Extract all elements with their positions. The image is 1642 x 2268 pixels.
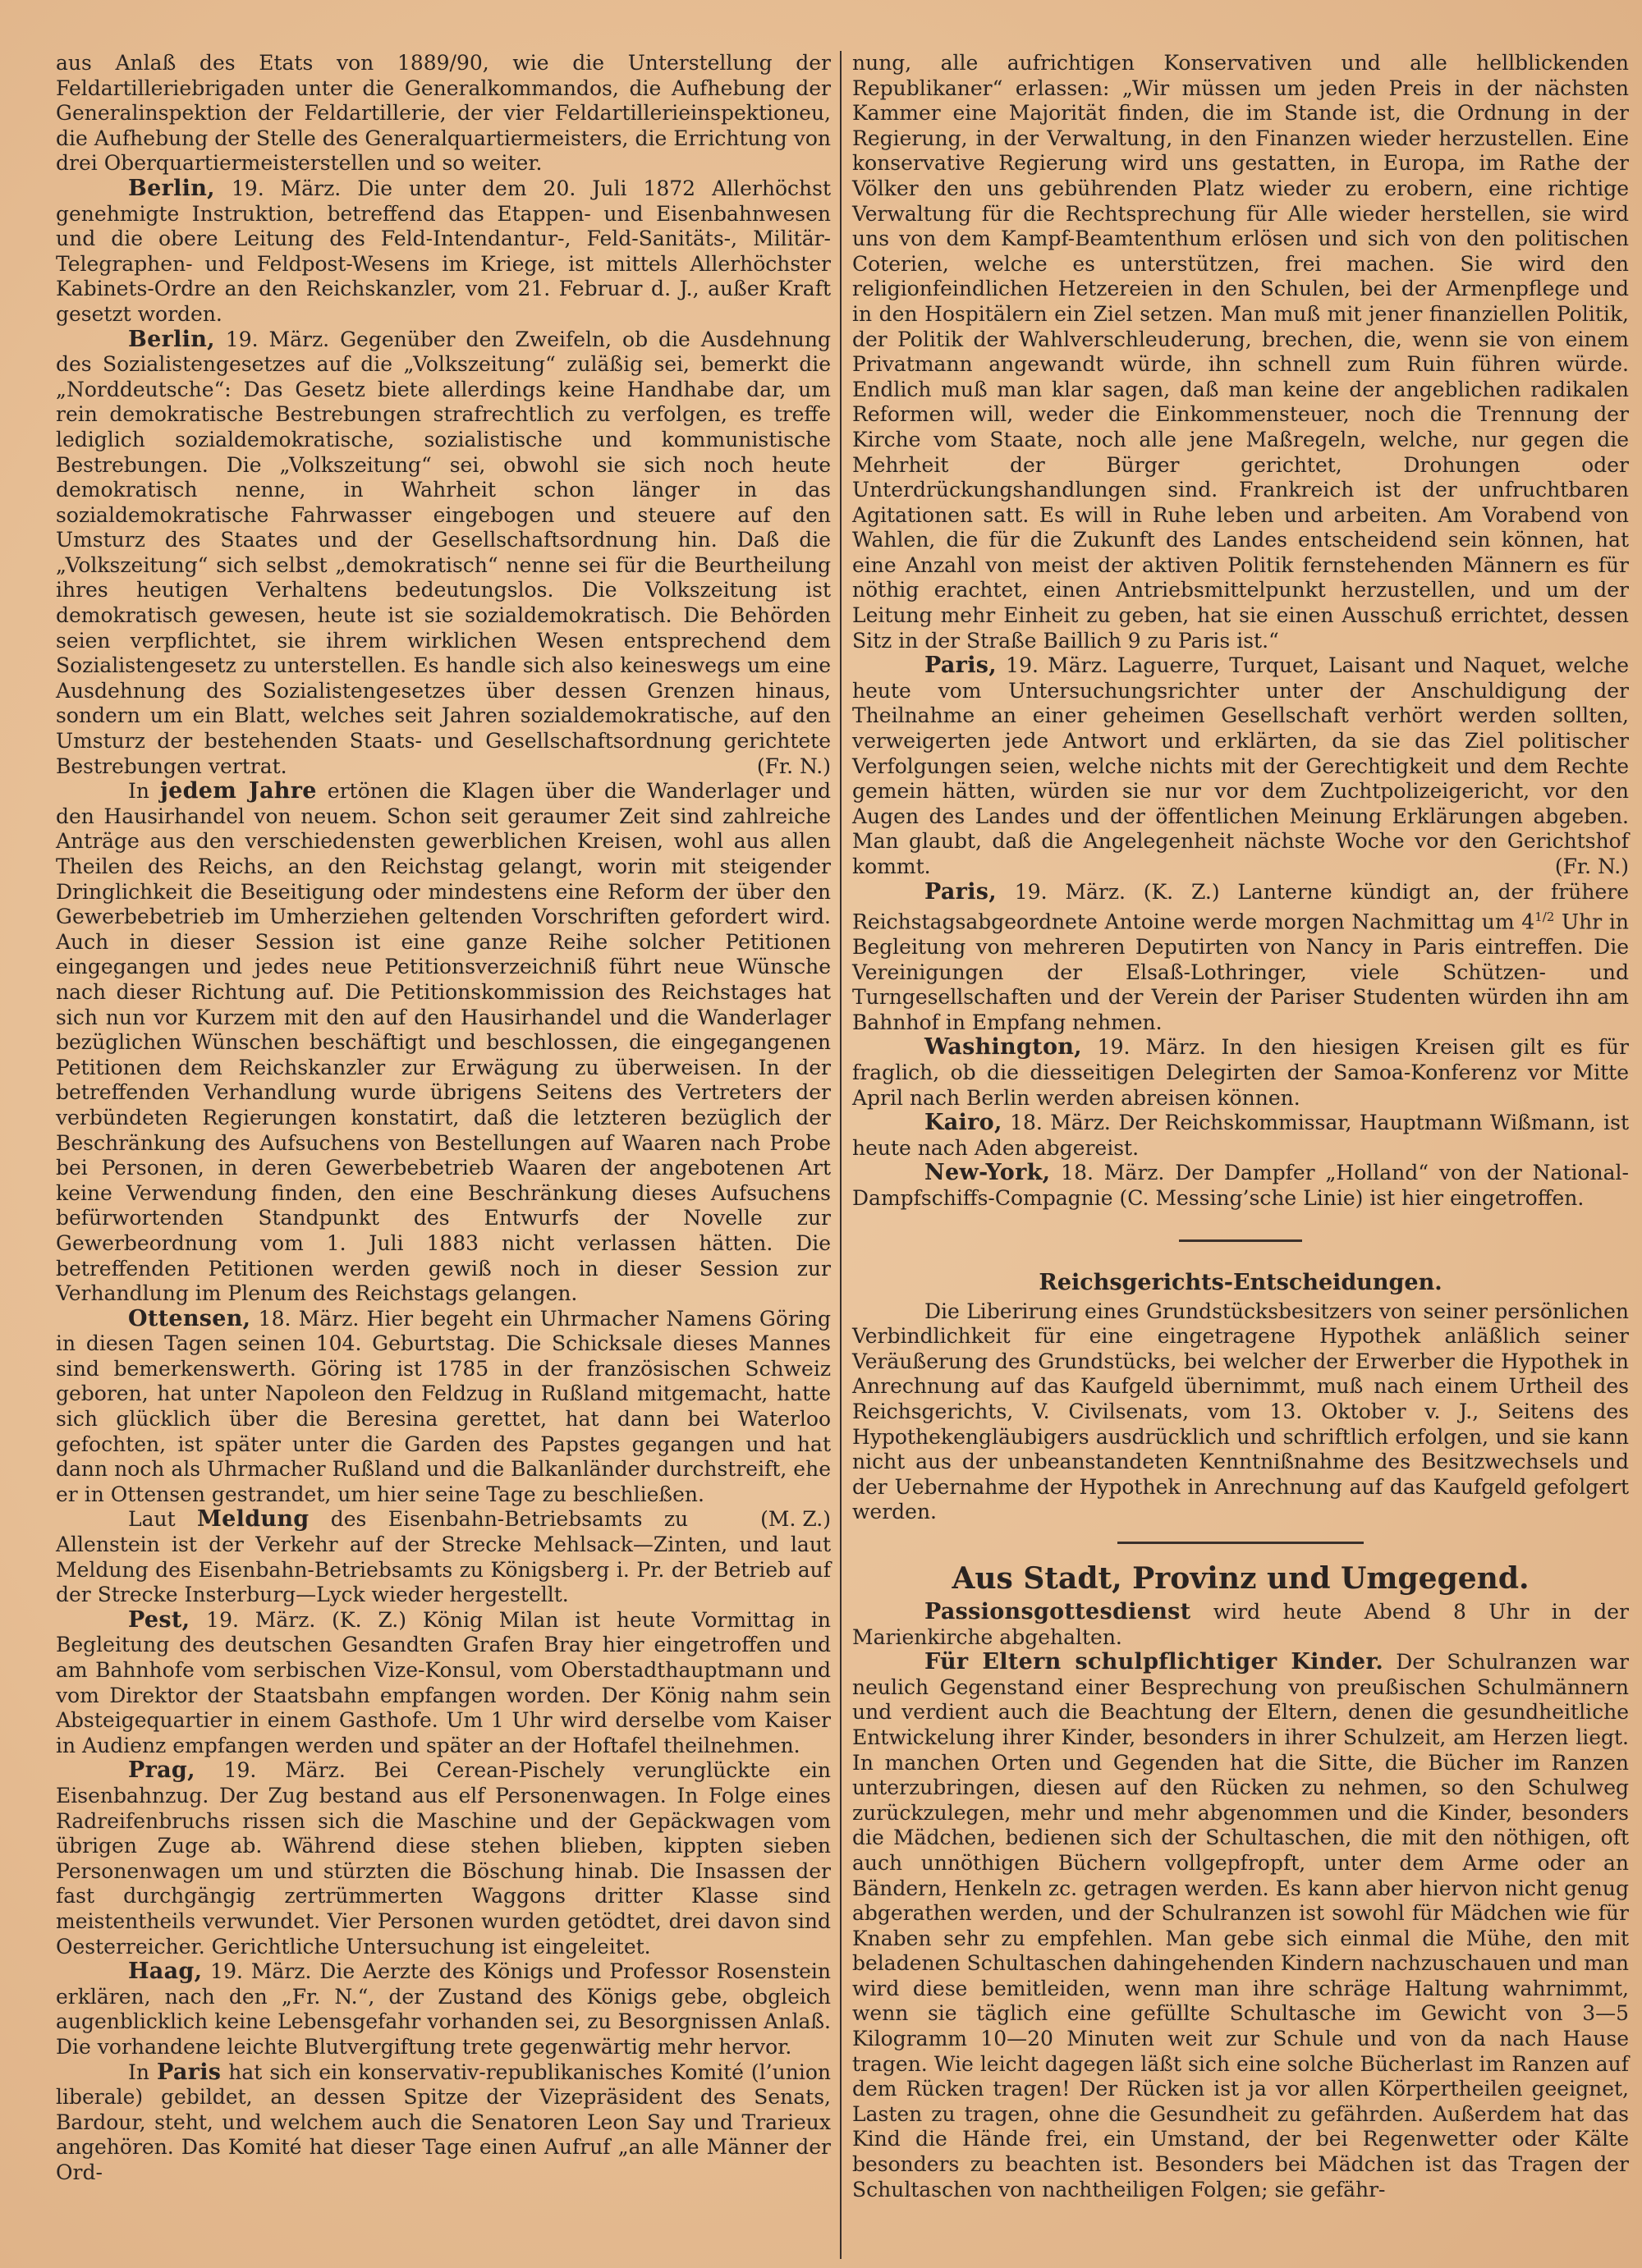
source-attribution: (Fr. N.) — [756, 754, 831, 778]
article-kairo — [852, 1111, 1629, 1161]
article-berlin-2 — [56, 328, 831, 780]
article-jedem-jahre — [56, 779, 831, 1306]
fraction-superscript: 1/2 — [1534, 909, 1555, 925]
article-text: 19. März. Die Aerzte des Königs und Professor Rosenstein erklären, nach den „Fr. N.“, der Zustand des Königs gebe, obgleich augenblicklich keine Lebensgefahr vorhanden sei, zu Besorgnissen Anlaß. Die vorhandene leichte Blutvergiftung trete gegenwärtig mehr hervor. — [56, 1959, 831, 2059]
column-divider — [840, 51, 842, 2259]
dateline: Passionsgottesdienst — [924, 1598, 1191, 1624]
article-reichsgericht: Die Liberirung eines Grundstücksbesitzers von seiner persönlichen Verbindlichkeit für eine eingetragene Hypothek anläßlich seiner Veräußerung des Grundstücks, bei welcher der Erwerber die Hypothek in Anrechnung auf das Kaufgeld übernimmt, muß nach einem Urtheil des Reichsgerichts, V. Civilsenats, vom 13. Oktober v. J., Seitens des Hypothekengläubigers ausdrücklich und schriftlich erfolgen, und sie kann nicht aus der unbeanstandeten Kenntnißnahme des Besitzwechsels und der Uebernahme der Hypothek in Anrechnung auf das Kaufgeld gefolgert werden. — [852, 1299, 1629, 1524]
article-text: 19. März. Bei Cerean-Pischely verunglückte ein Eisenbahnzug. Der Zug bestand aus elf Personenwagen. In Folge eines Radreifenbruchs rissen sich die Maschine und der Gepäckwagen vom übrigen Zuge ab. Während diese stehen blieben, kippten sieben Personenwagen um und stürzten die Böschung hinab. Die Insassen der fast durchgängig zertrümmerten Waggons dritter Klasse sind meistentheils verwundet. Vier Personen wurden getödtet, drei davon sind Oesterreicher. Gerichtliche Untersuchung ist eingeleitet. — [56, 1758, 831, 1959]
article-washington — [852, 1035, 1629, 1111]
section-heading-reichsgericht: Reichsgerichts-Entscheidungen. — [1039, 1269, 1442, 1295]
article-pest — [56, 1608, 831, 1759]
source-attribution: (Fr. N.) — [1554, 855, 1629, 878]
article-haag — [56, 1959, 831, 2060]
article-text: 18. März. Der Dampfer „Holland“ von der National-Dampfschiffs-Compagnie (C. Messing’sche Linie) ist hier eingetroffen. — [852, 1161, 1629, 1211]
section-heading-aus-stadt: Aus Stadt, Provinz und Umgegend. — [952, 1560, 1530, 1596]
article-text: 18. März. Hier begeht ein Uhrmacher Namens Göring in diesen Tagen seinen 104. Geburtstag. Die Schicksale dieses Mannes sind bemerkenswerth. Göring ist 1785 in der französischen Schweiz geboren, hat unter Napoleon den Feldzug in Rußland mitgemacht, hatte sich glücklich über die Beresina gerettet, hat dann bei Waterloo gefochten, ist später unter die Garden des Papstes gegangen und hat dann noch als Uhrmacher Rußland und die Balkanländer durchstreift, ehe er in Ottensen gestrandet, um hier seine Tage zu beschließen. — [56, 1306, 831, 1506]
left-column — [56, 51, 831, 2185]
article-text: Uhr in Begleitung von mehreren Deputirten von Nancy in Paris eintreffen. Die Vereinigungen der Elsaß-Lothringer, viele Schützen- und Turngesellschaften und der Verein der Pariser Studenten würden ihn am Bahnhof in Empfang nehmen. — [852, 909, 1629, 1034]
right-column — [852, 51, 1629, 2202]
article-continuation: nung, alle aufrichtigen Konservativen und alle hellblickenden Republikaner“ erlassen: „Wir müssen um jeden Preis in der nächsten Kammer eine Majorität finden, die im Stande ist, die Ordnung in der Regierung, in der Verwaltung, in den Finanzen wieder herzustellen. Eine konservative Regierung wird uns gestatten, in Europa, im Rathe der Völker den uns gebührenden Platz wieder zu erobern, eine richtige Verwaltung für die Rechtsprechung für Alle wieder herstellen, sie wird uns von dem Kampf-Beamtenthum erlösen und sich von den politischen Coterien, welche es unterstützen, frei machen. Sie wird den religionfeindlichen Hetzereien in den Schulen, bei der Armenpflege und in den Hospitälern ein Ziel setzen. Man muß mit jener finanziellen Politik, der Politik der Wahlverschleuderung, brechen, die, wenn sie von einem Privatmann angewandt würde, ihn schnell zum Ruin führen würde. Endlich muß man klar sagen, daß man keine der angeblichen radikalen Reformen will, weder die Einkommensteuer, noch die Trennung der Kirche vom Staate, noch alle jene Maßregeln, welche, nur gegen die Mehrheit der Bürger gerichtet, Drohungen oder Unterdrückungshandlungen sind. Frankreich ist der unfruchtbaren Agitationen satt. Es will in Ruhe leben und arbeiten. Am Vorabend von Wahlen, die für die Zukunft des Landes entscheidend sein können, hat eine Anzahl von meist der aktiven Politik fernstehenden Männern es für nöthig erachtet, einen Antriebsmittelpunkt herzustellen, und um der Leitung mehr Einheit zu geben, hat sie einen Ausschuß errichtet, dessen Sitz in der Straße Baillich 9 zu Paris ist.“ — [852, 51, 1629, 653]
lead-word: Laut — [128, 1507, 197, 1532]
dateline: Washington, — [924, 1034, 1082, 1061]
dateline: Für Eltern schulpflichtiger Kinder. — [924, 1649, 1384, 1675]
article-text: 19. März. Laguerre, Turquet, Laisant und Naquet, welche heute vom Untersuchungsrichter unter der Anschuldigung der Theilnahme an einer geheimen Gesellschaft verhört werden sollten, verweigerten jede Antwort und erklärten, da sie das Ziel politischer Verfolgungen seien, welche nichts mit der Gerechtigkeit und dem Rechte gemein hätten, würden sie nur vor dem Zuchtpolizeigericht, vor den Augen des Landes und der öffentlichen Meinung Erklärungen abgeben. Man glaubt, daß die Angelegenheit nächste Woche vor den Gerichtshof kommt. — [852, 653, 1629, 878]
article-text: 19. März. Gegenüber den Zweifeln, ob die Ausdehnung des Sozialistengesetzes auf die „Volkszeitung“ zuläßig sei, bemerkt die „Norddeutsche“: Das Gesetz biete allerdings keine Handhabe dar, um rein demokratische Bestrebungen strafrechtlich zu verfolgen, es treffe lediglich sozialdemokratische, sozialistische und kommunistische Bestrebungen. Die „Volkszeitung“ sei, obwohl sie sich noch heute demokratisch nenne, in Wahrheit schon länger in das sozialdemokratische Fahrwasser eingebogen und steuere auf den Umsturz des Staates und der Gesellschaftsordnung hin. Daß die „Volkszeitung“ sich selbst „demokratisch“ nenne sei für die Beurtheilung ihres heutigen Verhaltens bedeutungslos. Die Volkszeitung ist demokratisch gewesen, heute ist sie sozialdemokratisch. Die Behörden seien verpflichtet, sie ihrem wirklichen Wesen entsprechend dem Sozialistengesetz zu unterstellen. Es handle sich also keineswegs um eine Ausdehnung des Sozialistengesetzes über dessen Grenzen hinaus, sondern um ein Blatt, welches seit Jahren sozialdemokratische, auf den Umsturz der bestehenden Staats- und Gesellschaftsordnung gerichtete Bestrebungen vertrat. — [56, 327, 831, 778]
lead-word: In — [128, 2060, 157, 2084]
section-rule — [1179, 1239, 1302, 1242]
dateline: Ottensen, — [128, 1305, 251, 1331]
dateline: Meldung — [196, 1506, 310, 1533]
article-paris-1 — [852, 653, 1629, 879]
dateline: Berlin, — [128, 326, 215, 352]
article-text: 19. März. (K. Z.) Lanterne kündigt an, der frühere Reichstagsabgeordnete Antoine werde morgen Nachmittag um 4 — [852, 879, 1629, 934]
article-new-york — [852, 1161, 1629, 1211]
article-continuation: aus Anlaß des Etats von 1889/90, wie die Unterstellung der Feldartilleriebrigaden unter die Generalkommandos, die Aufhebung der Generalinspektion der Feldartillerie, der vier Feldartillerieinspektioneu, die Aufhebung der Stelle des Generalquartiermeisters, die Errichtung von drei Oberquartiermeisterstellen und so weiter. — [56, 51, 831, 176]
article-text: hat sich ein konservativ-republikanisches Komité (l’union liberale) gebildet, an dessen Spitze der Vizepräsident des Senats, Bardour, steht, und welchem auch die Senatoren Leon Say und Trarieux angehören. Das Komité hat dieser Tage einen Aufruf „an alle Männer der Ord- — [56, 2060, 831, 2184]
article-paris-komite — [56, 2060, 831, 2186]
article-text: 19. März. Die unter dem 20. Juli 1872 Allerhöchst genehmigte Instruktion, betreffend das Etappen- und Eisenbahnwesen und die obere Leitung des Feld-Intendantur-, Feld-Sanitäts-, Militär-Telegraphen- und Feldpost-Wesens im Kriege, ist mittels Allerhöchster Kabinets-Ordre an den Reichskanzler, vom 21. Februar d. J., außer Kraft gesetzt worden. — [56, 176, 831, 326]
lead-word: In — [128, 779, 161, 804]
article-schulranzen — [852, 1650, 1629, 2202]
article-prag — [56, 1758, 831, 1959]
dateline: Haag, — [128, 1959, 203, 1985]
dateline: Paris, — [924, 878, 997, 905]
article-text: Der Schulranzen war neulich Gegenstand einer Besprechung von preußischen Schulmännern und verdient auch die Beachtung der Eltern, denen die gesundheitliche Entwickelung ihrer Kinder, besonders in ihrer Schulzeit, am Herzen liegt. In manchen Orten und Gegenden hat die Sitte, die Bücher im Ranzen unterzubringen, diesen auf den Rücken zu nehmen, so den Schulweg zurückzulegen, mehr und mehr abgenommen und die Kinder, besonders die Mädchen, bedienen sich der Schultaschen, die mit den nöthigen, oft auch unnöthigen Büchern vollgepfropft, unter dem Arme oder an Bändern, Henkeln zc. getragen werden. Es kann aber hiervon nicht genug abgerathen werden, und der Schulranzen ist sowohl für Mädchen wie für Knaben sehr zu empfehlen. Man gebe sich einmal die Mühe, den mit beladenen Schultaschen dahingehenden Kindern nachzuschauen und man wird diese bemitleiden, wenn man ihre schräge Haltung wahrnimmt, wenn sie täglich eine gefüllte Schultasche im Gewicht von 3—5 Kilogramm 10—20 Minuten weit zur Schule und von da nach Hause tragen. Wie leicht dagegen läßt sich eine solche Bücherlast im Ranzen auf dem Rücken tragen! Der Rücken ist ja vor allen Körpertheilen geeignet, Lasten zu tragen, ohne die Gesundheit zu gefährden. Außerdem hat das Kind die Hände frei, ein Umstand, der bei Regenwetter oder Kälte besonders zu beachten ist. Besonders bei Mädchen ist das Tragen der Schultaschen von nachtheiligen Folgen; sie gefähr- — [852, 1650, 1629, 2202]
section-rule — [1117, 1542, 1364, 1544]
article-text: 18. März. Der Reichskommissar, Hauptmann Wißmann, ist heute nach Aden abgereist. — [852, 1111, 1629, 1160]
article-berlin-1 — [56, 176, 831, 328]
dateline: Paris — [157, 2059, 222, 2085]
article-text: 19. März. (K. Z.) König Milan ist heute Vormittag in Begleitung des deutschen Gesandten Grafen Bray hier eingetroffen und am Bahnhofe vom serbischen Vize-Konsul, vom Oberstadthauptmann und vom Direktor der Staatsbahn empfangen worden. Der König nahm sein Absteigequartier in einem Gasthofe. Um 1 Uhr wird derselbe vom Kaiser in Audienz empfangen werden und später an der Hoftafel theilnehmen. — [56, 1607, 831, 1757]
dateline: Berlin, — [128, 175, 215, 201]
dateline: Kairo, — [924, 1110, 1002, 1136]
article-text: wird heute Abend 8 Uhr in der Marienkirche abgehalten. — [852, 1599, 1629, 1649]
article-text: des Eisenbahn-Betriebsamts zu Allenstein ist der Verkehr auf der Strecke Mehlsack—Zinten, und laut Meldung des Eisenbahn-Betriebsamts zu Königsberg i. Pr. der Betrieb auf der Strecke Insterburg—Lyck wieder hergestellt. — [56, 1507, 831, 1607]
dateline: Pest, — [128, 1606, 190, 1633]
article-passionsgottesdienst — [852, 1600, 1629, 1650]
article-paris-2 — [852, 880, 1629, 1036]
dateline: Paris, — [924, 653, 997, 679]
dateline: jedem Jahre — [160, 778, 317, 804]
article-text: 19. März. In den hiesigen Kreisen gilt es für fraglich, ob die diesseitigen Delegirten der Samoa-Konferenz vor Mitte April nach Berlin werden abreisen können. — [852, 1035, 1629, 1110]
dateline: Prag, — [128, 1757, 195, 1784]
article-text: ertönen die Klagen über die Wanderlager und den Hausirhandel von neuem. Schon seit geraumer Zeit sind zahlreiche Anträge aus den verschiedensten gewerblichen Kreisen, wohl aus allen Theilen des Reichs, an den Reichstag gelangt, worin mit steigender Dringlichkeit die Beseitigung oder mindestens eine Reform der über den Gewerbebetrieb im Umherziehen geltenden Vorschriften gefordert wird. Auch in dieser Session ist eine ganze Reihe solcher Petitionen eingegangen und jedes neue Petitionsverzeichniß führt neue Wünsche nach dieser Richtung auf. Die Petitionskommission des Reichstages hat sich nun vor Kurzem mit den auf den Hausirhandel und die Wanderlager bezüglichen Wünschen beschäftigt und beschlossen, die eingegangenen Petitionen dem Reichskanzler zur Erwägung zu überweisen. In der betreffenden Verhandlung wurde übrigens Seitens des Vertreters der verbündeten Regierungen konstatirt, daß die letzteren bezüglich der Beschränkung des Aufsuchens von Bestellungen auf Waaren nach Probe bei Personen, in deren Gewerbebetrieb Waaren der angebotenen Art keine Verwendung finden, den eine Beschränkung dieses Aufsuchens befürwortenden Standpunkt des Entwurfs der Novelle zur Gewerbeordnung vom 1. Juli 1883 nicht verlassen hätten. Die betreffenden Petitionen werden gewiß noch in dieser Session zur Verhandlung im Plenum des Reichstags gelangen. — [56, 779, 831, 1306]
source-attribution: (M. Z.) — [760, 1507, 831, 1532]
dateline: New-York, — [924, 1160, 1051, 1186]
